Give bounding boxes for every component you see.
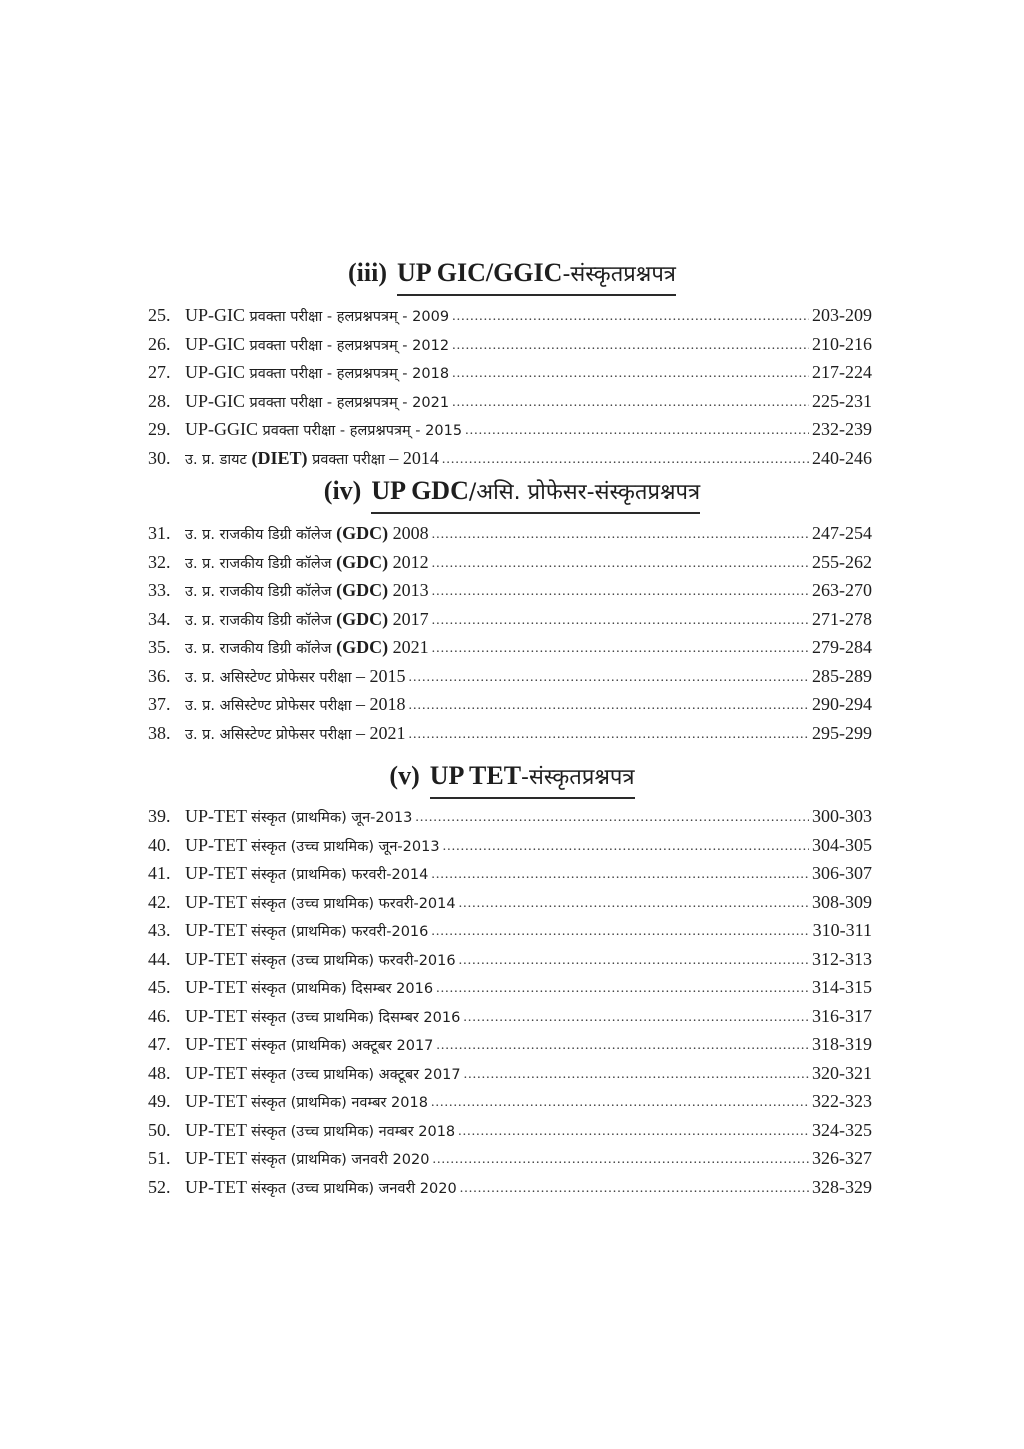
leader-dots [432, 523, 809, 547]
toc-entry[interactable] [148, 664, 872, 688]
page-range: 290-294 [812, 694, 872, 714]
entry-title: UP-GIC प्रवक्ता परीक्षा - हलप्रश्नपत्रम् - 2018 [185, 362, 450, 382]
entry-number: 26. [148, 333, 171, 354]
leader-dots [432, 637, 809, 661]
entry-number: 41. [148, 863, 171, 883]
entry-title: UP-GIC प्रवक्ता परीक्षा - हलप्रश्नपत्रम् - 2021 [185, 390, 450, 411]
leader-dots [460, 1177, 809, 1201]
leader-dots [432, 1148, 809, 1172]
page-range: 324-325 [812, 1119, 872, 1140]
entry-title: UP-TET संस्कृत (उच्च प्राथमिक) अक्टूबर 2017 [185, 1062, 461, 1083]
page-range: 300-303 [812, 806, 872, 826]
page-range: 326-327 [812, 1148, 872, 1168]
page-range: 263-270 [812, 580, 872, 600]
toc-entry[interactable] [148, 890, 872, 914]
entry-number: 52. [148, 1176, 171, 1197]
entry-title: UP-TET संस्कृत (प्राथमिक) नवम्बर 2018 [185, 1091, 428, 1111]
entry-number: 30. [148, 447, 171, 468]
entry-number: 32. [148, 551, 171, 572]
entry-number: 39. [148, 806, 171, 826]
toc-entry[interactable] [148, 1032, 872, 1056]
entry-number: 31. [148, 523, 171, 543]
section-title: UP GDC/असि. प्रोफेसर-संस्कृतप्रश्नपत्र [371, 476, 700, 514]
page-range: 304-305 [812, 834, 872, 855]
leader-dots [431, 863, 809, 887]
entry-number: 33. [148, 580, 171, 600]
toc-entry[interactable] [148, 607, 872, 631]
toc-entry[interactable] [148, 804, 872, 828]
entry-title: UP-TET संस्कृत (उच्च प्राथमिक) नवम्बर 2018 [185, 1119, 456, 1140]
entry-title: UP-TET संस्कृत (उच्च प्राथमिक) जून-2013 [185, 834, 440, 855]
page-range: 232-239 [812, 419, 872, 439]
page-range: 320-321 [812, 1062, 872, 1083]
entry-title: UP-TET संस्कृत (प्राथमिक) फरवरी-2016 [185, 920, 429, 940]
entry-title: उ. प्र. असिस्टेण्ट प्रोफेसर परीक्षा – 2015 [185, 665, 406, 686]
entry-number: 29. [148, 419, 171, 439]
toc-entry[interactable] [148, 833, 872, 857]
entry-title: UP-TET संस्कृत (प्राथमिक) जनवरी 2020 [185, 1148, 430, 1168]
entry-title: उ. प्र. राजकीय डिग्री कॉलेज (GDC) 2012 [185, 551, 429, 572]
entry-title: UP-GGIC प्रवक्ता परीक्षा - हलप्रश्नपत्रम् - 2015 [185, 419, 463, 439]
page-range: 312-313 [812, 948, 872, 969]
leader-dots [432, 552, 809, 576]
entry-number: 38. [148, 722, 171, 743]
toc-entry[interactable] [148, 1175, 872, 1199]
toc-entry[interactable] [148, 1118, 872, 1142]
leader-dots [464, 1063, 809, 1087]
section-number: (v) [389, 761, 420, 790]
page-range: 217-224 [812, 362, 872, 382]
toc-entry[interactable] [148, 332, 872, 356]
leader-dots [458, 1120, 809, 1144]
toc-entry[interactable] [148, 861, 872, 885]
section-number: (iii) [348, 258, 388, 287]
page-range: 285-289 [812, 665, 872, 686]
leader-dots [408, 666, 809, 690]
entry-number: 49. [148, 1091, 171, 1111]
entry-title: UP-TET संस्कृत (प्राथमिक) फरवरी-2014 [185, 863, 429, 883]
section-heading-iii [0, 258, 1024, 296]
page-range: 318-319 [812, 1034, 872, 1054]
section-title: UP TET-संस्कृतप्रश्नपत्र [430, 761, 635, 799]
leader-dots [431, 1091, 809, 1115]
entry-number: 40. [148, 834, 171, 855]
toc-entry[interactable] [148, 1004, 872, 1028]
section-heading-iv [0, 476, 1024, 514]
entry-title: UP-GIC प्रवक्ता परीक्षा - हलप्रश्नपत्रम् - 2009 [185, 305, 450, 325]
entry-number: 25. [148, 305, 171, 325]
page-range: 310-311 [812, 920, 872, 940]
leader-dots [452, 391, 809, 415]
entry-title: उ. प्र. असिस्टेण्ट प्रोफेसर परीक्षा – 2021 [185, 722, 406, 743]
page-range: 308-309 [812, 891, 872, 912]
toc-entry[interactable] [148, 721, 872, 745]
toc-entry[interactable] [148, 918, 872, 942]
leader-dots [452, 334, 809, 358]
entry-title: UP-TET संस्कृत (उच्च प्राथमिक) फरवरी-2016 [185, 948, 456, 969]
page-range: 203-209 [812, 305, 872, 325]
entry-number: 47. [148, 1034, 171, 1054]
page-range: 314-315 [812, 977, 872, 997]
section-title: UP GIC/GGIC-संस्कृतप्रश्नपत्र [397, 258, 676, 296]
toc-entry[interactable] [148, 635, 872, 659]
entry-title: उ. प्र. राजकीय डिग्री कॉलेज (GDC) 2021 [185, 637, 429, 657]
toc-entry[interactable] [148, 578, 872, 602]
leader-dots [459, 949, 809, 973]
leader-dots [415, 806, 809, 830]
toc-entry[interactable] [148, 975, 872, 999]
page-range: 271-278 [812, 608, 872, 629]
entry-title: उ. प्र. राजकीय डिग्री कॉलेज (GDC) 2008 [185, 523, 429, 543]
entry-number: 28. [148, 390, 171, 411]
page-range: 316-317 [812, 1005, 872, 1026]
leader-dots [436, 1034, 809, 1058]
page-range: 279-284 [812, 637, 872, 657]
entry-number: 43. [148, 920, 171, 940]
toc-entry[interactable] [148, 303, 872, 327]
toc-entry[interactable] [148, 1061, 872, 1085]
page-range: 247-254 [812, 523, 872, 543]
leader-dots [408, 694, 809, 718]
leader-dots [442, 448, 809, 472]
toc-entry[interactable] [148, 446, 872, 470]
page-range: 306-307 [812, 863, 872, 883]
toc-entry[interactable] [148, 1146, 872, 1170]
toc-entry[interactable] [148, 389, 872, 413]
entry-number: 50. [148, 1119, 171, 1140]
entry-number: 51. [148, 1148, 171, 1168]
entry-title: उ. प्र. डायट (DIET) प्रवक्ता परीक्षा – 2014 [185, 447, 439, 468]
toc-entry[interactable] [148, 550, 872, 574]
entry-title: UP-TET संस्कृत (उच्च प्राथमिक) दिसम्बर 2016 [185, 1005, 461, 1026]
entry-title: उ. प्र. राजकीय डिग्री कॉलेज (GDC) 2017 [185, 608, 429, 629]
leader-dots [431, 920, 809, 944]
leader-dots [459, 892, 809, 916]
leader-dots [436, 977, 809, 1001]
leader-dots [465, 419, 809, 443]
section-number: (iv) [323, 476, 362, 505]
entry-number: 37. [148, 694, 171, 714]
entry-number: 42. [148, 891, 171, 912]
section-heading-v [0, 761, 1024, 799]
leader-dots [452, 362, 809, 386]
entry-title: UP-TET संस्कृत (उच्च प्राथमिक) फरवरी-2014 [185, 891, 456, 912]
toc-entry[interactable] [148, 692, 872, 716]
toc-entry[interactable] [148, 417, 872, 441]
toc-entry[interactable] [148, 360, 872, 384]
entry-number: 45. [148, 977, 171, 997]
entry-number: 35. [148, 637, 171, 657]
page-range: 255-262 [812, 551, 872, 572]
leader-dots [463, 1006, 809, 1030]
toc-entry[interactable] [148, 1089, 872, 1113]
leader-dots [452, 305, 809, 329]
page-range: 328-329 [812, 1176, 872, 1197]
entry-title: UP-TET संस्कृत (उच्च प्राथमिक) जनवरी 2020 [185, 1176, 457, 1197]
entry-number: 27. [148, 362, 171, 382]
toc-entry[interactable] [148, 521, 872, 545]
leader-dots [432, 580, 809, 604]
entry-title: UP-TET संस्कृत (प्राथमिक) अक्टूबर 2017 [185, 1034, 434, 1054]
page-range: 225-231 [812, 390, 872, 411]
page-range: 240-246 [812, 447, 872, 468]
entry-title: उ. प्र. असिस्टेण्ट प्रोफेसर परीक्षा – 2018 [185, 694, 406, 714]
entry-number: 46. [148, 1005, 171, 1026]
page-range: 210-216 [812, 333, 872, 354]
entry-number: 48. [148, 1062, 171, 1083]
entry-title: उ. प्र. राजकीय डिग्री कॉलेज (GDC) 2013 [185, 580, 429, 600]
entry-title: UP-TET संस्कृत (प्राथमिक) दिसम्बर 2016 [185, 977, 434, 997]
leader-dots [443, 835, 809, 859]
leader-dots [432, 609, 809, 633]
toc-entry[interactable] [148, 947, 872, 971]
entry-title: UP-GIC प्रवक्ता परीक्षा - हलप्रश्नपत्रम् - 2012 [185, 333, 450, 354]
leader-dots [408, 723, 809, 747]
page-range: 295-299 [812, 722, 872, 743]
entry-number: 36. [148, 665, 171, 686]
entry-number: 44. [148, 948, 171, 969]
entry-title: UP-TET संस्कृत (प्राथमिक) जून-2013 [185, 806, 413, 826]
page-range: 322-323 [812, 1091, 872, 1111]
entry-number: 34. [148, 608, 171, 629]
